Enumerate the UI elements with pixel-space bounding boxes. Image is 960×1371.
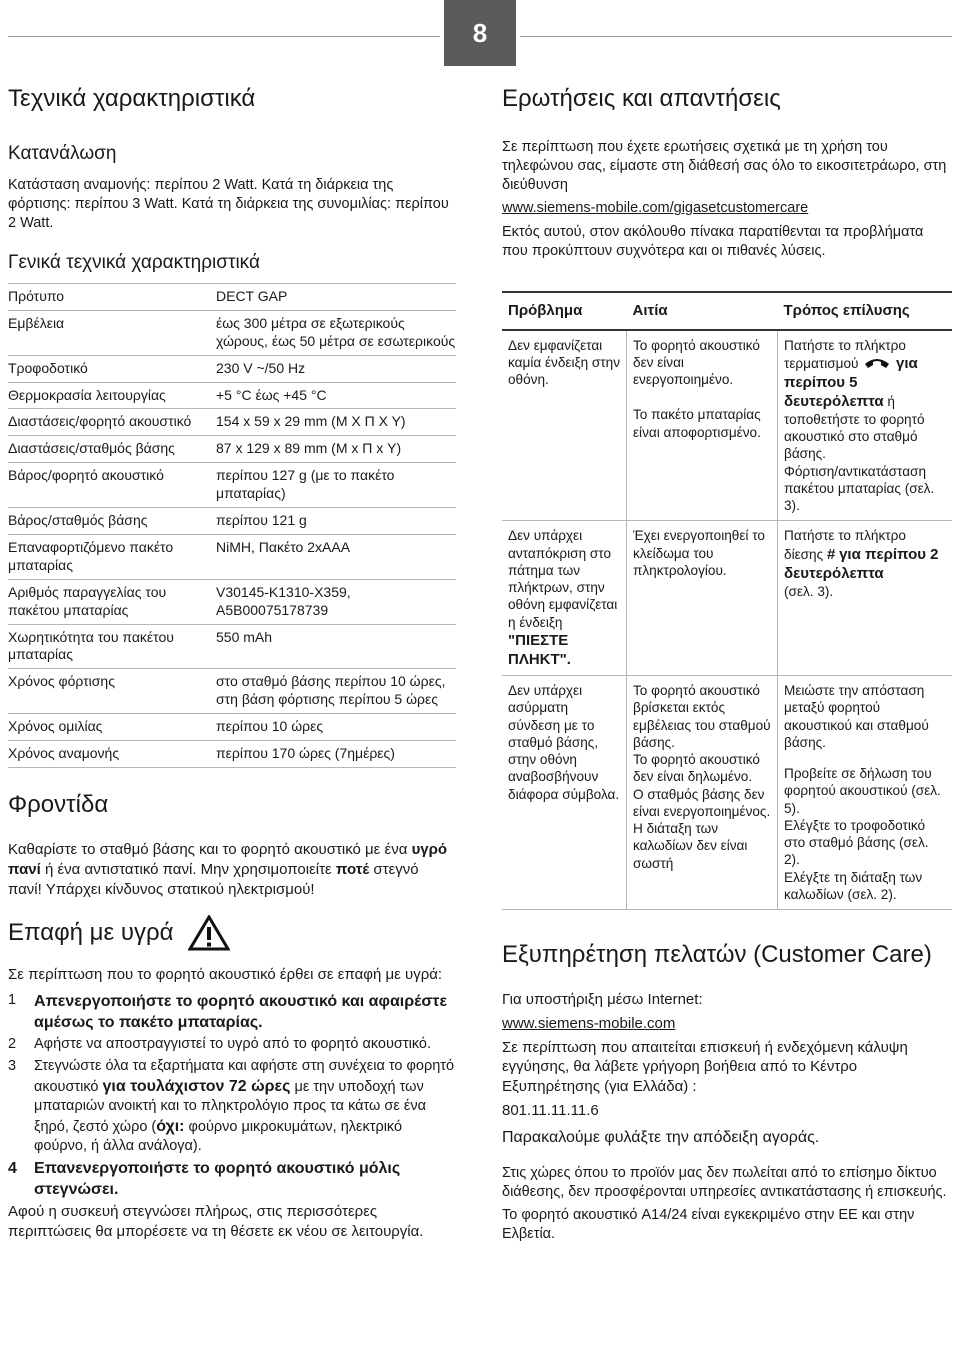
faq-intro: Σε περίπτωση που έχετε ερωτήσεις σχετικά με τη χρήση του τηλεφώνου σας, είμαστε στη διάθεσή σας όλο το εικοσιτετράωρο, στη διεύθυνση <box>502 139 947 194</box>
faq-intro-2: Εκτός αυτού, στον ακόλουθο πίνακα παρατίθενται τα προβλήματα που προκύπτουν συχνότερα και οι πιθανές λύσεις. <box>502 223 924 259</box>
faq-header-cause: Αιτία <box>627 292 778 330</box>
faq-title: Ερωτήσεις και απαντήσεις <box>502 85 781 112</box>
spec-value: στο σταθμό βάσης περίπου 10 ώρες, στη βάση φόρτισης περίπου 5 ώρες <box>216 673 446 708</box>
liquid-steps <box>8 991 456 1200</box>
faq-problem: Δεν εμφανίζεται καμία ένδειξη στην οθόνη. <box>502 330 627 521</box>
spec-value: NiMH, Πακέτο 2xAAA <box>216 538 351 555</box>
warning-triangle-icon <box>188 915 230 951</box>
spec-row <box>8 624 456 669</box>
spec-label: Διαστάσεις/φορητό ακουστικό <box>8 413 192 430</box>
service-phone: 801.11.11.11.6 <box>502 1102 599 1120</box>
faq-row <box>502 676 952 910</box>
liquid-outro: Αφού η συσκευή στεγνώσει πλήρως, στις περισσότερες περιπτώσεις θα μπορέσετε να τη θέσετε εκ νέου σε λειτουργία. <box>8 1203 424 1241</box>
faq-cause: Το φορητό ακουστικό βρίσκεται εκτός εμβέλειας του σταθμού βάσης. Το φορητό ακουστικό δεν είναι δηλωμένο. Ο σταθμός βάσης δεν είναι ενεργοποιημένος. Η διάταξη των καλωδίων δεν είναι σωστή <box>627 676 778 910</box>
page-number-tab <box>444 0 516 66</box>
spec-value: περίπου 10 ώρες <box>216 718 324 735</box>
liquid-title: Επαφή με υγρά <box>8 919 174 947</box>
countries-text: Στις χώρες όπου το προϊόν μας δεν πωλείται από το επίσημο δίκτυο διάθεσης, δεν προσφέρονται υπηρεσίες αντικατάστασης ή επισκευής. <box>502 1164 947 1201</box>
spec-row <box>8 283 456 310</box>
spec-row <box>8 534 456 579</box>
spec-row <box>8 355 456 382</box>
care-title: Φροντίδα <box>8 791 109 818</box>
header-rule-right <box>520 36 952 37</box>
spec-label: Βάρος/σταθμός βάσης <box>8 512 148 529</box>
spec-label: Επαναφορτιζόμενο πακέτο μπαταρίας <box>8 538 174 573</box>
spec-label: Πρότυπο <box>8 287 65 304</box>
faq-cause: Έχει ενεργοποιηθεί το κλείδωμα του πληκτρολογίου. <box>627 521 778 676</box>
hash-key-icon: # <box>826 545 836 563</box>
consumption-title: Κατανάλωση <box>8 143 117 164</box>
faq-solution: Πατήστε το πλήκτρο τερματισμού για περίπου 5 δευτερόλεπτα ή τοποθετήστε το φορητό ακουστικό στο σταθμό βάσης. Φόρτιση/αντικατάσταση πακέτου μπαταρίας (σελ. 3). <box>778 330 953 521</box>
spec-value: έως 300 μέτρα σε εξωτερικούς χώρους, έως 50 μέτρα σε εσωτερικούς <box>216 314 456 349</box>
spec-row <box>8 579 456 624</box>
spec-row <box>8 669 456 714</box>
spec-row <box>8 409 456 436</box>
spec-value: περίπου 170 ώρες (7ημέρες) <box>216 745 395 762</box>
step-4: 4 Επανενεργοποιήστε το φορητό ακουστικό μόλις στεγνώσει. <box>8 1160 401 1199</box>
consumption-text: Κατάσταση αναμονής: περίπου 2 Watt. Κατά τη διάρκεια της φόρτισης: περίπου 3 Watt. Κατά τη διάρκεια της συνομιλίας: περίπου 2 Watt. <box>8 176 449 231</box>
step-3: 3 Στεγνώστε όλα τα εξαρτήματα και αφήστε στη συνέχεια το φορητό ακουστικό για τουλάχιστον 72 ώρες με την υποδοχή των μπαταριών ανοικτή και το πληκτρολόγιο προς τα κάτω σε ένα ξηρό, ζεστό χώρο (όχι: φούρνο μικροκυμάτων, ηλεκτρικό φούρνο, ή άλλα ανάλογα). <box>8 1057 455 1155</box>
spec-row <box>8 436 456 463</box>
faq-problem: Δεν υπάρχει ασύρματη σύνδεση με το σταθμό βάσης, στην οθόνη αναβοσβήνουν διάφορα σύμβολα. <box>502 676 627 910</box>
care-bold-wet-cloth: υγρό πανί <box>8 841 448 878</box>
faq-solution: Πατήστε το πλήκτρο δίεσης # για περίπου 2 δευτερόλεπτα (σελ. 3). <box>778 521 953 676</box>
spec-row <box>8 741 456 768</box>
general-specs-title: Γενικά τεχνικά χαρακτηριστικά <box>8 252 260 274</box>
spec-value: περίπου 121 g <box>216 512 307 529</box>
spec-label: Αριθμός παραγγελίας του πακέτου μπαταρίας <box>8 583 167 618</box>
faq-header-problem: Πρόβλημα <box>502 292 627 330</box>
faq-problem: Δεν υπάρχει ανταπόκριση στο πάτημα των πλήκτρων, στην οθόνη εμφανίζεται η ένδειξη "ΠΙΕΣΤΕ ΠΛΗΚΤ". <box>502 521 627 676</box>
spec-label: Χωρητικότητα του πακέτου μπαταρίας <box>8 628 174 663</box>
internet-link[interactable]: www.siemens-mobile.com <box>502 1014 676 1032</box>
spec-label: Θερμοκρασία λειτουργίας <box>8 386 166 403</box>
tech-specs-title: Τεχνικά χαρακτηριστικά <box>8 85 256 112</box>
faq-link[interactable]: www.siemens-mobile.com/gigasetcustomercare <box>502 200 809 217</box>
spec-row <box>8 714 456 741</box>
left-column <box>8 84 456 1246</box>
faq-cause: Το φορητό ακουστικό δεν είναι ενεργοποιημένο. Το πακέτο μπαταρίας είναι αποφορτισμένο. <box>627 330 778 521</box>
spec-value: +5 °C έως +45 °C <box>216 386 327 403</box>
right-column <box>502 84 952 1248</box>
liquid-intro: Σε περίπτωση που το φορητό ακουστικό έρθει σε επαφή με υγρά: <box>8 966 443 984</box>
service-text: Σε περίπτωση που απαιτείται επισκευή ή ενδεχόμενη κάλυψη εγγύησης, θα λάβετε γρήγορη βοήθεια από το Κέντρο Εξυπηρέτησης (για Ελλάδα) : <box>502 1038 908 1096</box>
step-1: 1 Απενεργοποιήστε το φορητό ακουστικό και αφαιρέστε αμέσως το πακέτο μπαταρίας. <box>8 992 448 1032</box>
page-number: 8 <box>472 17 488 48</box>
spec-label: Τροφοδοτικό <box>8 359 88 376</box>
spec-row <box>8 463 456 508</box>
spec-label: Χρόνος ομιλίας <box>8 718 103 735</box>
approval-text: Το φορητό ακουστικό A14/24 είναι εγκεκριμένο στην ΕΕ και στην Ελβετία. <box>502 1207 915 1243</box>
spec-label: Χρόνος φόρτισης <box>8 673 115 690</box>
spec-value: 87 x 129 x 89 mm (Μ x Π x Υ) <box>216 440 402 457</box>
spec-row <box>8 508 456 535</box>
spec-label: Βάρος/φορητό ακουστικό <box>8 467 164 484</box>
spec-label: Διαστάσεις/σταθμός βάσης <box>8 440 175 457</box>
specs-table <box>8 283 456 768</box>
faq-table <box>502 291 952 910</box>
faq-row <box>502 330 952 521</box>
end-call-key-icon <box>862 356 892 372</box>
spec-value: V30145-K1310-X359, A5B00075178739 <box>216 583 351 618</box>
faq-solution: Μειώστε την απόσταση μεταξύ φορητού ακουστικού και σταθμού βάσης. Προβείτε σε δήλωση του φορητού ακουστικού (σελ. 5). Ελέγξτε το τροφοδοτικό στο σταθμό βάσης (σελ. 2). Ελέγξτε τη διάταξη των καλωδίων (σελ. 2). <box>778 676 953 910</box>
customer-care-title: Εξυπηρέτηση πελατών (Customer Care) <box>502 941 932 969</box>
liquid-title-row <box>8 915 456 951</box>
care-bold-never: ποτέ <box>335 860 370 878</box>
spec-row <box>8 382 456 409</box>
spec-row <box>8 310 456 355</box>
faq-header-solution: Τρόπος επίλυσης <box>778 292 953 330</box>
spec-label: Εμβέλεια <box>8 314 65 331</box>
spec-value: περίπου 127 g (με το πακέτο μπαταρίας) <box>216 467 395 502</box>
care-text: Καθαρίστε το σταθμό βάσης και το φορητό ακουστικό με ένα υγρό πανί ή ένα αντιστατικό πανί. Μην χρησιμοποιείτε ποτέ στεγνό πανί! Υπάρχει κίνδυνος στατικού ηλεκτρισμού! <box>8 841 448 898</box>
step-2: 2 Αφήστε να αποστραγγιστεί το υγρό από το φορητό ακουστικό. <box>8 1036 431 1053</box>
spec-value: 154 x 59 x 29 mm (Μ Χ Π Χ Υ) <box>216 413 406 430</box>
spec-label: Χρόνος αναμονής <box>8 745 120 762</box>
internet-label: Για υποστήριξη μέσω Internet: <box>502 991 703 1009</box>
header-rule-left <box>8 36 440 37</box>
spec-value: 230 V ~/50 Hz <box>216 359 306 376</box>
spec-value: 550 mAh <box>216 628 273 645</box>
spec-value: DECT GAP <box>216 287 288 304</box>
keep-receipt: Παρακαλούμε φυλάξτε την απόδειξη αγοράς. <box>502 1128 820 1146</box>
faq-row <box>502 521 952 676</box>
